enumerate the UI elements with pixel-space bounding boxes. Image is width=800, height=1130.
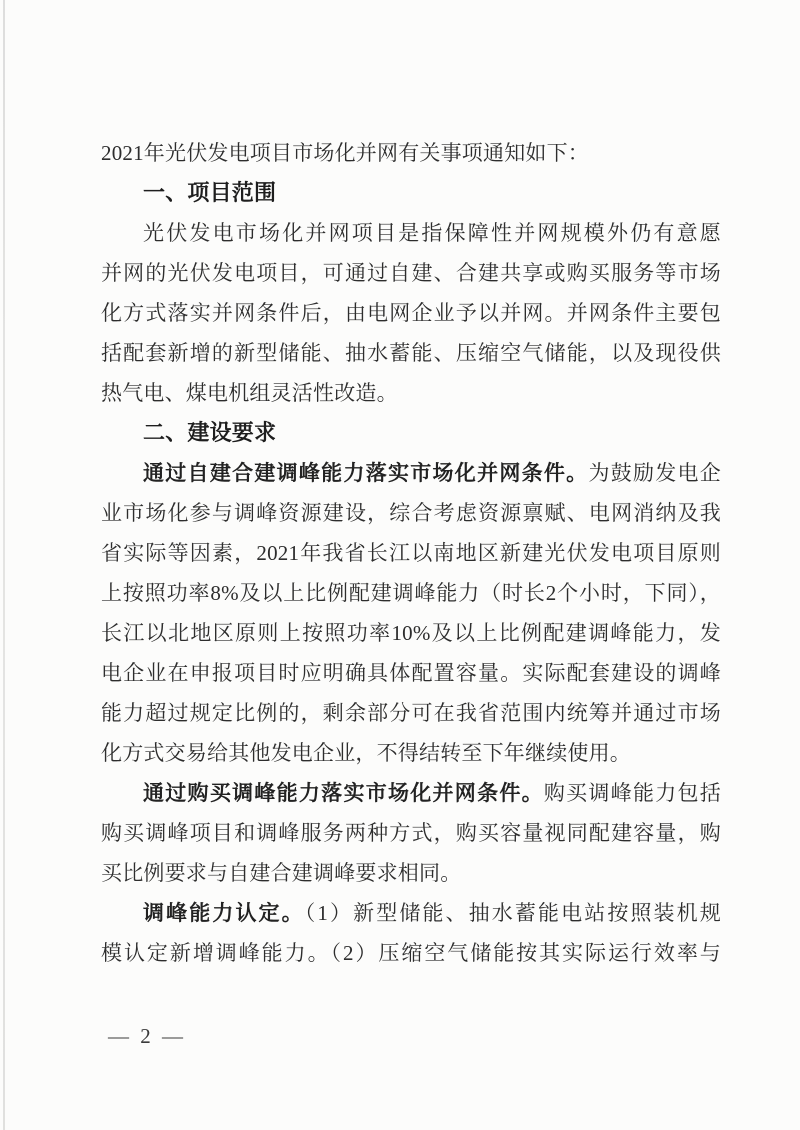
text-line [101, 333, 721, 373]
text-line [101, 213, 721, 253]
text-line [101, 853, 721, 893]
section-1-heading-text: 一、项目范围 [143, 180, 277, 205]
text-line [101, 693, 721, 733]
text-line-text: 电企业在申报项目时应明确具体配置容量。实际配套建设的调峰 [101, 661, 721, 685]
text-line-text: 买比例要求与自建合建调峰要求相同。 [101, 861, 462, 885]
text-line [101, 773, 721, 813]
text-line [101, 253, 721, 293]
text-line-text: 购买调峰项目和调峰服务两种方式，购买容量视同配建容量，购 [101, 821, 721, 845]
text-line [101, 533, 721, 573]
bold-lead-text: 通过购买调峰能力落实市场化并网条件。 [143, 781, 544, 805]
text-line-text: 光伏发电市场化并网项目是指保障性并网规模外仍有意愿 [143, 221, 721, 245]
text-line-text: 为鼓励发电企 [588, 461, 721, 485]
text-line-text: 化方式交易给其他发电企业，不得结转至下年继续使用。 [101, 741, 631, 765]
text-line [101, 813, 721, 853]
text-line [101, 613, 721, 653]
page-number: — 2 — [108, 1024, 186, 1048]
text-line-text: 热气电、煤电机组灵活性改造。 [101, 381, 398, 405]
text-line-text: 并网的光伏发电项目，可通过自建、合建共享或购买服务等市场 [101, 261, 721, 285]
text-line [101, 293, 721, 333]
text-line-text: 省实际等因素，2021年我省长江以南地区新建光伏发电项目原则 [101, 541, 721, 565]
bold-lead-text: 调峰能力认定。 [143, 901, 305, 925]
text-line-text: 括配套新增的新型储能、抽水蓄能、压缩空气储能，以及现役供 [101, 341, 721, 365]
text-line-text: 长江以北地区原则上按照功率10%及以上比例配建调峰能力，发 [101, 621, 721, 645]
intro-line-text: 2021年光伏发电项目市场化并网有关事项通知如下： [101, 141, 589, 165]
text-line [101, 893, 721, 933]
text-line-text: 化方式落实并网条件后，由电网企业予以并网。并网条件主要包 [101, 301, 721, 325]
text-line-text: 模认定新增调峰能力。（2）压缩空气储能按其实际运行效率与 [101, 941, 721, 965]
text-line [101, 373, 721, 413]
bold-lead-text: 通过自建合建调峰能力落实市场化并网条件。 [143, 461, 589, 485]
text-line-text: 能力超过规定比例的，剩余部分可在我省范围内统筹并通过市场 [101, 701, 721, 725]
section-2-heading [101, 413, 721, 453]
text-line [101, 493, 721, 533]
text-line-text: 购买调峰能力包括 [543, 781, 721, 805]
text-line [101, 733, 721, 773]
text-line [101, 933, 721, 973]
text-line-text: 业市场化参与调峰资源建设，综合考虑资源禀赋、电网消纳及我 [101, 501, 721, 525]
text-line-text: 上按照功率8%及以上比例配建调峰能力（时长2个小时，下同）， [101, 581, 721, 605]
text-line [101, 653, 721, 693]
intro-line [101, 133, 721, 173]
text-line [101, 453, 721, 493]
section-1-heading [101, 173, 721, 213]
section-2-heading-text: 二、建设要求 [143, 420, 277, 445]
page-content [101, 133, 721, 973]
text-line [101, 573, 721, 613]
text-line-text: （1）新型储能、抽水蓄能电站按照装机规 [304, 901, 721, 925]
scan-edge-artifact [3, 0, 5, 1130]
